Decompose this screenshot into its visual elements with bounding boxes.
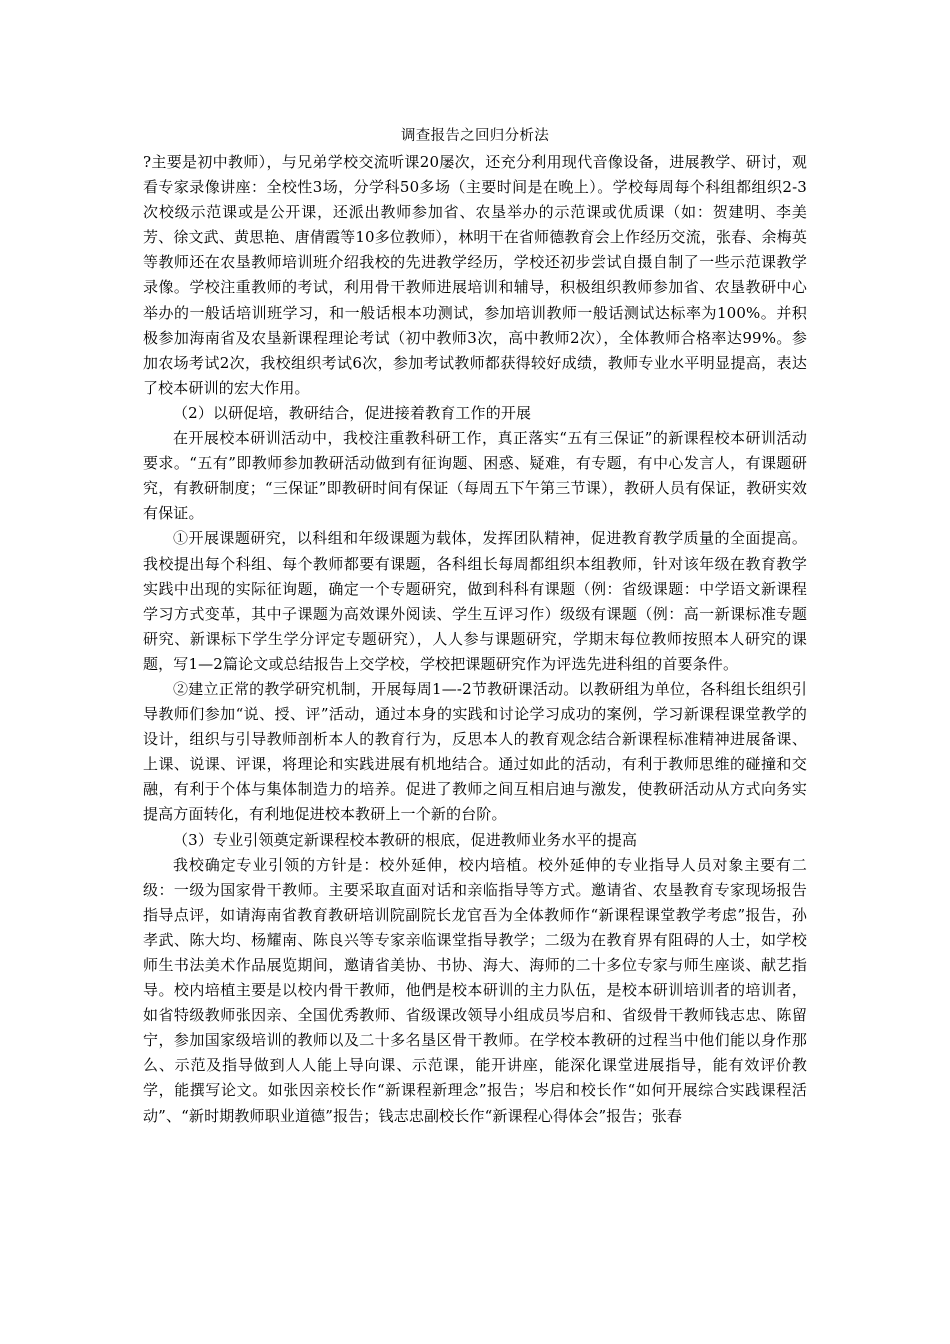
document-body [143,150,807,1129]
paragraph-research-mechanism: ②建立正常的教学研究机制，开展每周1—-2节教研课活动。以教研组为单位，各科组长组织引导教师们参加“说、授、评”活动，通过本身的实践和讨论学习成功的案例，学习新课程课堂教学的设计，组织与引导教师剖析本人的教育行为，反思本人的教育观念结合新课程标准精神进展备课、上课、说课、评课，将理论和实践进展有机地结合。通过如此的活动，有利于教师思维的碰撞和交融，有利于个体与集体制造力的培养。促进了教师之间互相启迪与激发，使教研活动从方式向务实提高方面转化，有利地促进校本教研上一个新的台阶。 [143,679,807,824]
section-heading-2: （2）以研促培，教研结合，促进接着教育工作的开展 [173,403,532,422]
paragraph-topic-research: ①开展课题研究，以科组和年级课题为载体，发挥团队精神，促进教育教学质量的全面提高。我校提出每个科组、每个教师都要有课题，各科组长每周都组织本组教师，针对该年级在教育教学实践中出现的实际征询题，确定一个专题研究，做到科科有课题（例：省级课题：中学语文新课程学习方式变革，其中子课题为高效课外阅读、学生互评习作）级级有课题（例：高一新课标准专题研究、新课标下学生学分评定专题研究），人人参与课题研究，学期末每位教师按照本人研究的课题，写1—2篇论文或总结报告上交学校，学校把课题研究作为评选先进科组的首要条件。 [143,529,807,673]
document-title: 调查报告之回归分析法 [401,128,549,144]
section-heading-3: （3）专业引领奠定新课程校本教研的根底，促进教师业务水平的提高 [173,830,638,849]
paragraph-five-three: 在开展校本研训活动中，我校注重教科研工作，真正落实“五有三保证”的新课程校本研训活动要求。“五有”即教师参加教研活动做到有征询题、困惑、疑难，有专题，有中心发言人，有课题研究，有教研制度；“三保证”即教研时间有保证（每周五下午第三节课），教研人员有保证，教研实效有保证。 [143,429,807,523]
paragraph-continuation: ?主要是初中教师），与兄弟学校交流听课20屡次，还充分利用现代音像设备，进展教学、研讨，观看专家录像讲座：全校性3场，分学科50多场（主要时间是在晚上）。学校每周每个科组都组织2-3次校级示范课或是公开课，还派出教师参加省、农垦举办的示范课或优质课（如：贺建明、李美芳、徐文武、黄思艳、唐倩霞等10多位教师），林明干在省师德教育会上作经历交流，张春、余梅英等教师还在农垦教师培训班介绍我校的先进教学经历，学校还初步尝试自摄自制了一些示范课教学录像。学校注重教师的考试，利用骨干教师进展培训和辅导，积极组织教师参加省、农垦教研中心举办的一般话培训班学习，和一般话根本功测试，参加培训教师一般话测试达标率为100%。并积极参加海南省及农垦新课程理论考试（初中教师3次，高中教师2次），全体教师合格率达99%。参加农场考试2次，我校组织考试6次，参加考试教师都获得较好成绩，教师专业水平明显提高，表达了校本研训的宏大作用。 [143,153,807,397]
paragraph-professional-guidance: 我校确定专业引领的方针是：校外延伸，校内培植。校外延伸的专业指导人员对象主要有二级：一级为国家骨干教师。主要采取直面对话和亲临指导等方式。邀请省、农垦教育专家现场报告指导点评，如请海南省教育教研培训院副院长龙官吾为全体教师作“新课程课堂教学考虑”报告，孙孝武、陈大均、杨耀南、陈良兴等专家亲临课堂指导教学；二级为在教育界有阻碍的人士，如学校师生书法美术作品展览期间，邀请省美协、书协、海大、海师的二十多位专家与师生座谈、献艺指导。校内培植主要是以校内骨干教师，他們是校本研训的主力队伍，是校本研训培训者的培训者，如省特级教师张因亲、全国优秀教师、省级课改领导小组成员岑启和、省级骨干教师钱志忠、陈留宁，参加国家级培训的教师以及二十多名垦区骨干教师。在学校本教研的过程当中他们能以身作那么、示范及指导做到人人能上导向课、示范课，能开讲座，能深化课堂进展指导，能有效评价教学，能撰写论文。如张因亲校长作“新课程新理念”报告；岑启和校长作“如何开展综合实践课程活动”、“新时期教师职业道德”报告；钱志忠副校长作“新课程心得体会”报告；张春 [143,855,807,1125]
